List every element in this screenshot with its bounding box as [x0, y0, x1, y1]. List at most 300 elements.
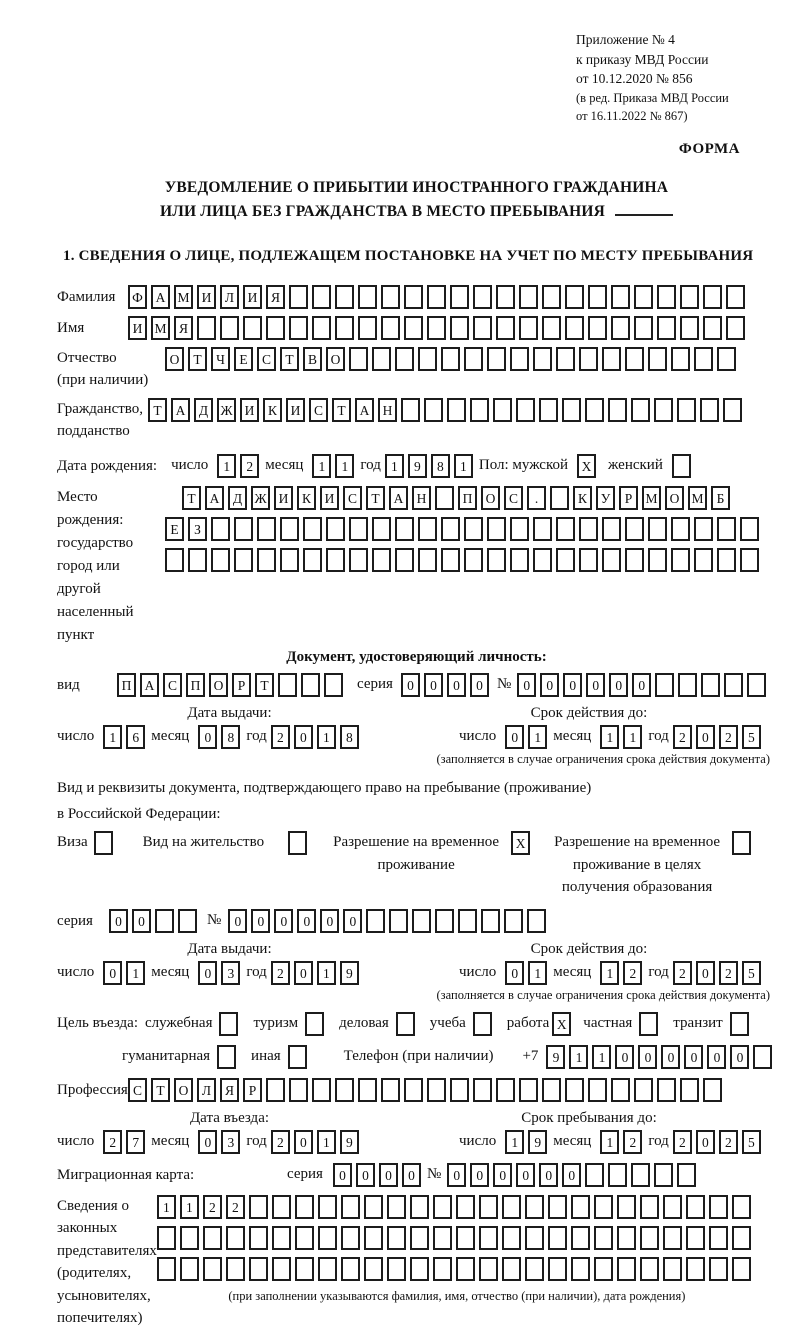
box-cell[interactable]: С	[257, 347, 276, 371]
birthplace-row2-boxes[interactable]	[165, 517, 763, 541]
box-cell[interactable]: .	[527, 486, 546, 510]
box-cell[interactable]: М	[642, 486, 661, 510]
box-cell[interactable]	[657, 316, 676, 340]
representatives-row1-boxes[interactable]	[157, 1195, 757, 1219]
box-cell[interactable]	[381, 316, 400, 340]
box-cell[interactable]	[709, 1195, 728, 1219]
visa-checkbox[interactable]	[94, 831, 117, 855]
box-cell[interactable]	[539, 398, 558, 422]
box-cell[interactable]	[387, 1195, 406, 1219]
box-cell[interactable]	[456, 1195, 475, 1219]
box-cell[interactable]	[594, 1226, 613, 1250]
box-cell[interactable]	[473, 1012, 492, 1036]
box-cell[interactable]	[395, 347, 414, 371]
box-cell[interactable]	[249, 1195, 268, 1219]
box-cell[interactable]	[366, 909, 385, 933]
box-cell[interactable]	[219, 1012, 238, 1036]
box-cell[interactable]: 1	[317, 961, 336, 985]
box-cell[interactable]: 1	[312, 454, 331, 478]
box-cell[interactable]	[732, 831, 751, 855]
box-cell[interactable]	[427, 316, 446, 340]
box-cell[interactable]: 2	[719, 961, 738, 985]
box-cell[interactable]: Е	[234, 347, 253, 371]
box-cell[interactable]	[525, 1226, 544, 1250]
box-cell[interactable]: Т	[188, 347, 207, 371]
box-cell[interactable]: Т	[280, 347, 299, 371]
box-cell[interactable]	[717, 517, 736, 541]
box-cell[interactable]	[312, 316, 331, 340]
box-cell[interactable]	[433, 1226, 452, 1250]
box-cell[interactable]	[639, 1012, 658, 1036]
box-cell[interactable]: X	[577, 454, 596, 478]
purpose-humanitarian-checkbox[interactable]	[217, 1045, 240, 1069]
box-cell[interactable]: Л	[197, 1078, 216, 1102]
box-cell[interactable]	[571, 1257, 590, 1281]
box-cell[interactable]: Т	[151, 1078, 170, 1102]
box-cell[interactable]	[694, 347, 713, 371]
birthdate-day-boxes[interactable]	[217, 454, 263, 478]
box-cell[interactable]: 0	[228, 909, 247, 933]
box-cell[interactable]	[640, 1226, 659, 1250]
box-cell[interactable]: 0	[696, 725, 715, 749]
box-cell[interactable]	[502, 1195, 521, 1219]
sex-female-checkbox[interactable]	[672, 454, 695, 478]
box-cell[interactable]	[395, 548, 414, 572]
box-cell[interactable]: О	[326, 347, 345, 371]
residence-number-boxes[interactable]	[228, 909, 550, 933]
box-cell[interactable]: 1	[528, 961, 547, 985]
box-cell[interactable]	[726, 316, 745, 340]
box-cell[interactable]	[318, 1195, 337, 1219]
box-cell[interactable]	[358, 1078, 377, 1102]
box-cell[interactable]	[412, 909, 431, 933]
box-cell[interactable]	[565, 1078, 584, 1102]
box-cell[interactable]: 3	[221, 1130, 240, 1154]
box-cell[interactable]	[657, 285, 676, 309]
box-cell[interactable]: 0	[343, 909, 362, 933]
box-cell[interactable]: 0	[424, 673, 443, 697]
box-cell[interactable]: 0	[615, 1045, 634, 1069]
box-cell[interactable]: 9	[546, 1045, 565, 1069]
box-cell[interactable]	[458, 909, 477, 933]
box-cell[interactable]	[533, 517, 552, 541]
box-cell[interactable]: 0	[562, 1163, 581, 1187]
box-cell[interactable]	[671, 517, 690, 541]
box-cell[interactable]	[617, 1226, 636, 1250]
box-cell[interactable]	[542, 316, 561, 340]
stay-month[interactable]	[600, 1130, 646, 1154]
box-cell[interactable]: 0	[696, 961, 715, 985]
box-cell[interactable]	[694, 548, 713, 572]
box-cell[interactable]: 5	[742, 725, 761, 749]
box-cell[interactable]	[617, 1257, 636, 1281]
box-cell[interactable]	[608, 1163, 627, 1187]
box-cell[interactable]	[464, 548, 483, 572]
box-cell[interactable]	[358, 316, 377, 340]
box-cell[interactable]	[335, 316, 354, 340]
box-cell[interactable]: Т	[255, 673, 274, 697]
box-cell[interactable]: 0	[470, 673, 489, 697]
box-cell[interactable]	[410, 1195, 429, 1219]
box-cell[interactable]: Н	[378, 398, 397, 422]
box-cell[interactable]: А	[171, 398, 190, 422]
purpose-private-checkbox[interactable]	[639, 1012, 662, 1036]
surname-boxes[interactable]	[128, 285, 749, 309]
box-cell[interactable]	[548, 1226, 567, 1250]
box-cell[interactable]	[318, 1226, 337, 1250]
box-cell[interactable]	[496, 316, 515, 340]
box-cell[interactable]	[364, 1195, 383, 1219]
box-cell[interactable]: Т	[366, 486, 385, 510]
birthdate-month-boxes[interactable]	[312, 454, 358, 478]
box-cell[interactable]	[464, 347, 483, 371]
box-cell[interactable]	[318, 1257, 337, 1281]
box-cell[interactable]: 0	[198, 1130, 217, 1154]
box-cell[interactable]	[326, 517, 345, 541]
box-cell[interactable]	[272, 1257, 291, 1281]
box-cell[interactable]	[487, 548, 506, 572]
box-cell[interactable]: У	[596, 486, 615, 510]
box-cell[interactable]: А	[151, 285, 170, 309]
box-cell[interactable]: Ж	[251, 486, 270, 510]
box-cell[interactable]: Р	[619, 486, 638, 510]
box-cell[interactable]	[278, 673, 297, 697]
box-cell[interactable]: Я	[266, 285, 285, 309]
box-cell[interactable]	[533, 548, 552, 572]
box-cell[interactable]: Д	[194, 398, 213, 422]
box-cell[interactable]: 0	[730, 1045, 749, 1069]
box-cell[interactable]	[301, 673, 320, 697]
box-cell[interactable]: 9	[340, 961, 359, 985]
box-cell[interactable]	[519, 1078, 538, 1102]
residence-expiry-month[interactable]	[600, 961, 646, 985]
box-cell[interactable]: 8	[221, 725, 240, 749]
box-cell[interactable]	[579, 548, 598, 572]
box-cell[interactable]	[510, 347, 529, 371]
box-cell[interactable]	[516, 398, 535, 422]
box-cell[interactable]	[571, 1195, 590, 1219]
box-cell[interactable]: 2	[226, 1195, 245, 1219]
box-cell[interactable]	[740, 548, 759, 572]
box-cell[interactable]	[562, 398, 581, 422]
box-cell[interactable]	[686, 1257, 705, 1281]
box-cell[interactable]: 9	[408, 454, 427, 478]
phone-boxes[interactable]	[546, 1045, 776, 1069]
box-cell[interactable]	[435, 486, 454, 510]
box-cell[interactable]	[678, 673, 697, 697]
box-cell[interactable]	[548, 1195, 567, 1219]
temp-residence-education-checkbox[interactable]	[732, 831, 755, 855]
box-cell[interactable]: 0	[379, 1163, 398, 1187]
box-cell[interactable]	[418, 548, 437, 572]
box-cell[interactable]	[479, 1226, 498, 1250]
box-cell[interactable]: О	[665, 486, 684, 510]
box-cell[interactable]	[677, 398, 696, 422]
purpose-other-checkbox[interactable]	[288, 1045, 311, 1069]
box-cell[interactable]	[542, 285, 561, 309]
box-cell[interactable]: 2	[623, 1130, 642, 1154]
box-cell[interactable]: 1	[385, 454, 404, 478]
box-cell[interactable]	[585, 398, 604, 422]
purpose-transit-checkbox[interactable]	[730, 1012, 753, 1036]
box-cell[interactable]	[723, 398, 742, 422]
box-cell[interactable]	[703, 285, 722, 309]
box-cell[interactable]	[450, 285, 469, 309]
box-cell[interactable]	[747, 673, 766, 697]
box-cell[interactable]	[410, 1257, 429, 1281]
box-cell[interactable]: 0	[539, 1163, 558, 1187]
profession-boxes[interactable]	[128, 1078, 726, 1102]
box-cell[interactable]: М	[174, 285, 193, 309]
box-cell[interactable]	[602, 548, 621, 572]
box-cell[interactable]	[433, 1257, 452, 1281]
box-cell[interactable]	[663, 1226, 682, 1250]
box-cell[interactable]: 2	[673, 1130, 692, 1154]
box-cell[interactable]	[312, 1078, 331, 1102]
box-cell[interactable]	[496, 285, 515, 309]
box-cell[interactable]: 2	[673, 725, 692, 749]
box-cell[interactable]	[427, 1078, 446, 1102]
box-cell[interactable]	[717, 548, 736, 572]
box-cell[interactable]	[487, 347, 506, 371]
box-cell[interactable]	[234, 517, 253, 541]
box-cell[interactable]	[349, 347, 368, 371]
box-cell[interactable]	[657, 1078, 676, 1102]
box-cell[interactable]: Ж	[217, 398, 236, 422]
box-cell[interactable]	[450, 316, 469, 340]
box-cell[interactable]	[387, 1226, 406, 1250]
box-cell[interactable]: Е	[165, 517, 184, 541]
box-cell[interactable]	[502, 1257, 521, 1281]
box-cell[interactable]	[288, 1045, 307, 1069]
residence-series-boxes[interactable]	[109, 909, 201, 933]
box-cell[interactable]: 0	[609, 673, 628, 697]
box-cell[interactable]: 0	[274, 909, 293, 933]
box-cell[interactable]: 0	[707, 1045, 726, 1069]
box-cell[interactable]	[243, 316, 262, 340]
box-cell[interactable]: 0	[251, 909, 270, 933]
box-cell[interactable]: 0	[103, 961, 122, 985]
box-cell[interactable]	[565, 285, 584, 309]
box-cell[interactable]	[565, 316, 584, 340]
box-cell[interactable]	[602, 517, 621, 541]
box-cell[interactable]: 0	[294, 1130, 313, 1154]
box-cell[interactable]	[341, 1226, 360, 1250]
box-cell[interactable]	[611, 285, 630, 309]
box-cell[interactable]: X	[511, 831, 530, 855]
box-cell[interactable]: 0	[505, 725, 524, 749]
box-cell[interactable]	[594, 1257, 613, 1281]
box-cell[interactable]	[435, 909, 454, 933]
box-cell[interactable]	[447, 398, 466, 422]
box-cell[interactable]	[289, 1078, 308, 1102]
box-cell[interactable]	[395, 517, 414, 541]
doc-expiry-month[interactable]	[600, 725, 646, 749]
box-cell[interactable]	[280, 548, 299, 572]
box-cell[interactable]	[178, 909, 197, 933]
residence-issue-day[interactable]	[103, 961, 149, 985]
box-cell[interactable]: 2	[271, 725, 290, 749]
box-cell[interactable]: И	[240, 398, 259, 422]
box-cell[interactable]: 3	[221, 961, 240, 985]
box-cell[interactable]: А	[389, 486, 408, 510]
box-cell[interactable]	[479, 1195, 498, 1219]
purpose-work-checkbox[interactable]	[552, 1012, 575, 1036]
box-cell[interactable]	[510, 517, 529, 541]
box-cell[interactable]	[203, 1226, 222, 1250]
entry-year[interactable]	[271, 1130, 363, 1154]
box-cell[interactable]: 1	[103, 725, 122, 749]
box-cell[interactable]	[450, 1078, 469, 1102]
box-cell[interactable]	[625, 517, 644, 541]
box-cell[interactable]: 1	[454, 454, 473, 478]
box-cell[interactable]	[654, 1163, 673, 1187]
doc-series-boxes[interactable]	[401, 673, 493, 697]
box-cell[interactable]: С	[504, 486, 523, 510]
box-cell[interactable]	[634, 316, 653, 340]
box-cell[interactable]: 1	[528, 725, 547, 749]
box-cell[interactable]: 5	[742, 961, 761, 985]
box-cell[interactable]: 9	[528, 1130, 547, 1154]
box-cell[interactable]: 0	[696, 1130, 715, 1154]
box-cell[interactable]	[456, 1226, 475, 1250]
box-cell[interactable]: О	[165, 347, 184, 371]
box-cell[interactable]: 1	[600, 1130, 619, 1154]
box-cell[interactable]	[481, 909, 500, 933]
box-cell[interactable]: 2	[103, 1130, 122, 1154]
box-cell[interactable]: А	[140, 673, 159, 697]
box-cell[interactable]: Р	[232, 673, 251, 697]
box-cell[interactable]	[672, 454, 691, 478]
box-cell[interactable]	[730, 1012, 749, 1036]
box-cell[interactable]	[197, 316, 216, 340]
doc-type-boxes[interactable]	[117, 673, 347, 697]
box-cell[interactable]	[404, 316, 423, 340]
entry-month[interactable]	[198, 1130, 244, 1154]
box-cell[interactable]	[648, 347, 667, 371]
box-cell[interactable]	[289, 316, 308, 340]
box-cell[interactable]: И	[128, 316, 147, 340]
doc-issue-day[interactable]	[103, 725, 149, 749]
box-cell[interactable]: 0	[540, 673, 559, 697]
box-cell[interactable]: П	[117, 673, 136, 697]
box-cell[interactable]	[381, 285, 400, 309]
box-cell[interactable]	[217, 1045, 236, 1069]
box-cell[interactable]: 1	[600, 961, 619, 985]
box-cell[interactable]	[464, 517, 483, 541]
box-cell[interactable]	[364, 1226, 383, 1250]
box-cell[interactable]: 0	[198, 725, 217, 749]
box-cell[interactable]	[165, 548, 184, 572]
residence-issue-year[interactable]	[271, 961, 363, 985]
box-cell[interactable]: С	[309, 398, 328, 422]
box-cell[interactable]: 0	[447, 1163, 466, 1187]
box-cell[interactable]: 1	[505, 1130, 524, 1154]
purpose-business-checkbox[interactable]	[396, 1012, 419, 1036]
box-cell[interactable]	[487, 517, 506, 541]
box-cell[interactable]	[295, 1226, 314, 1250]
box-cell[interactable]	[410, 1226, 429, 1250]
doc-number-boxes[interactable]	[517, 673, 770, 697]
box-cell[interactable]	[441, 347, 460, 371]
box-cell[interactable]: 0	[294, 725, 313, 749]
box-cell[interactable]	[533, 347, 552, 371]
box-cell[interactable]	[677, 1163, 696, 1187]
residence-expiry-year[interactable]	[673, 961, 765, 985]
box-cell[interactable]	[671, 347, 690, 371]
box-cell[interactable]	[387, 1257, 406, 1281]
box-cell[interactable]: П	[458, 486, 477, 510]
doc-expiry-year[interactable]	[673, 725, 765, 749]
box-cell[interactable]	[249, 1226, 268, 1250]
box-cell[interactable]	[234, 548, 253, 572]
box-cell[interactable]: 0	[333, 1163, 352, 1187]
box-cell[interactable]: С	[128, 1078, 147, 1102]
box-cell[interactable]: К	[573, 486, 592, 510]
box-cell[interactable]	[502, 1226, 521, 1250]
box-cell[interactable]: 0	[517, 673, 536, 697]
box-cell[interactable]	[220, 316, 239, 340]
box-cell[interactable]: Д	[228, 486, 247, 510]
box-cell[interactable]	[686, 1226, 705, 1250]
box-cell[interactable]	[418, 347, 437, 371]
box-cell[interactable]: И	[243, 285, 262, 309]
box-cell[interactable]: И	[274, 486, 293, 510]
box-cell[interactable]: 5	[742, 1130, 761, 1154]
box-cell[interactable]	[180, 1257, 199, 1281]
box-cell[interactable]	[341, 1257, 360, 1281]
box-cell[interactable]	[324, 673, 343, 697]
doc-issue-year[interactable]	[271, 725, 363, 749]
box-cell[interactable]	[404, 285, 423, 309]
box-cell[interactable]: 0	[198, 961, 217, 985]
box-cell[interactable]	[226, 1257, 245, 1281]
box-cell[interactable]: 0	[661, 1045, 680, 1069]
box-cell[interactable]	[389, 909, 408, 933]
box-cell[interactable]	[372, 517, 391, 541]
box-cell[interactable]	[303, 548, 322, 572]
box-cell[interactable]	[441, 548, 460, 572]
box-cell[interactable]	[180, 1226, 199, 1250]
box-cell[interactable]: К	[297, 486, 316, 510]
box-cell[interactable]	[686, 1195, 705, 1219]
box-cell[interactable]	[703, 316, 722, 340]
box-cell[interactable]	[602, 347, 621, 371]
box-cell[interactable]	[631, 1163, 650, 1187]
box-cell[interactable]: А	[205, 486, 224, 510]
box-cell[interactable]	[709, 1257, 728, 1281]
box-cell[interactable]: 8	[431, 454, 450, 478]
box-cell[interactable]	[701, 673, 720, 697]
box-cell[interactable]: 2	[240, 454, 259, 478]
doc-expiry-day[interactable]	[505, 725, 551, 749]
box-cell[interactable]	[634, 285, 653, 309]
box-cell[interactable]	[732, 1226, 751, 1250]
box-cell[interactable]	[703, 1078, 722, 1102]
box-cell[interactable]: Б	[711, 486, 730, 510]
box-cell[interactable]: М	[151, 316, 170, 340]
box-cell[interactable]	[335, 1078, 354, 1102]
box-cell[interactable]	[295, 1195, 314, 1219]
box-cell[interactable]: 2	[719, 725, 738, 749]
box-cell[interactable]	[519, 285, 538, 309]
box-cell[interactable]	[226, 1226, 245, 1250]
box-cell[interactable]: 2	[203, 1195, 222, 1219]
box-cell[interactable]	[456, 1257, 475, 1281]
box-cell[interactable]	[625, 347, 644, 371]
box-cell[interactable]: Н	[412, 486, 431, 510]
box-cell[interactable]	[94, 831, 113, 855]
